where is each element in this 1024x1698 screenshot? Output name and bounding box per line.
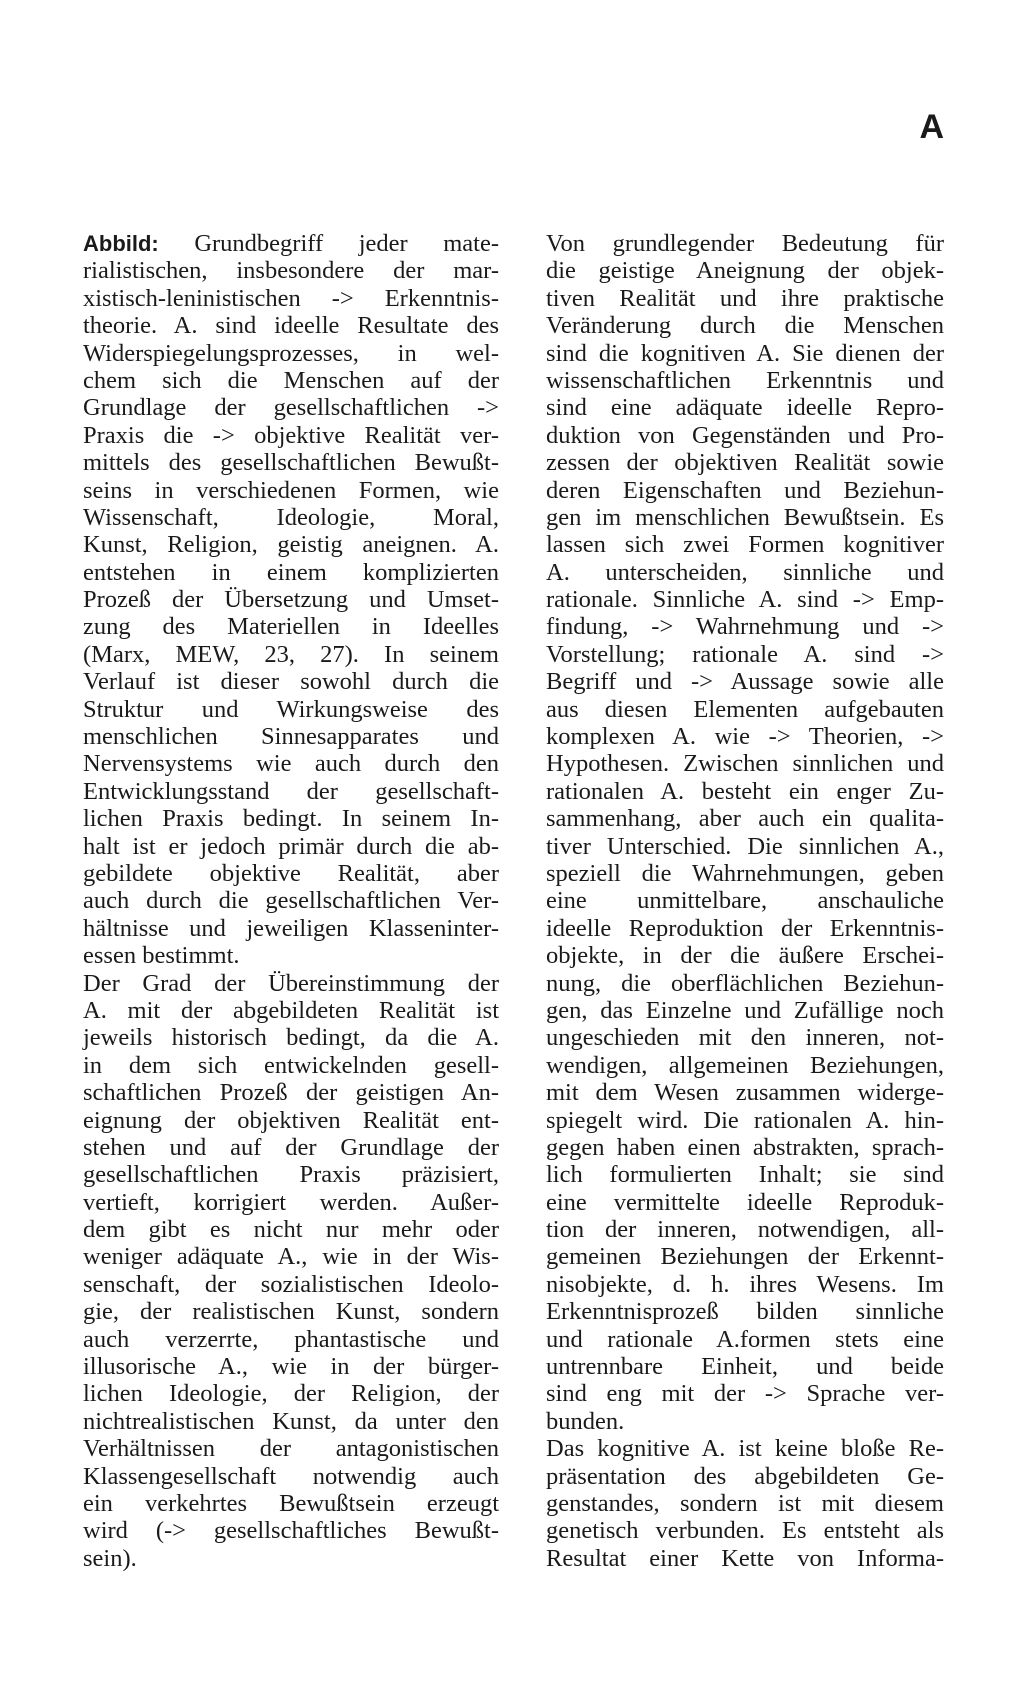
text-line: komplexen A. wie -> Theorien, -> <box>546 723 944 751</box>
text-line: objekte, in der die äußere Erschei- <box>546 942 944 970</box>
text-line: wissenschaftlichen Erkenntnis und <box>546 366 944 394</box>
text-line: theorie. A. sind ideelle Resultate des <box>83 312 499 340</box>
text-line: mit dem Wesen zusammen widerge- <box>546 1079 944 1107</box>
text-line: senschaft, der sozialistischen Ideolo- <box>83 1270 499 1298</box>
text-line: die geistige Aneignung der objek- <box>546 257 944 285</box>
text-line: Wissenschaft, Ideologie, Moral, <box>83 503 499 531</box>
text-line: auch verzerrte, phantastische und <box>83 1325 499 1353</box>
entry-keyword: Abbild: <box>83 231 159 256</box>
text-line: wendigen, allgemeinen Beziehungen, <box>546 1051 944 1079</box>
text-line: lassen sich zwei Formen kognitiver <box>546 531 944 559</box>
text-line: hältnisse und jeweiligen Klasseninter- <box>83 914 499 942</box>
text-line: stehen und auf der Grundlage der <box>83 1133 499 1161</box>
text-line: nichtrealistischen Kunst, da unter den <box>83 1407 499 1435</box>
text-line: Klassengesellschaft notwendig auch <box>83 1462 499 1490</box>
text-line: Verhältnissen der antagonistischen <box>83 1435 499 1463</box>
text-line: Abbild: Grundbegriff jeder mate- <box>83 230 499 257</box>
text-line: Widerspiegelungsprozesses, in wel- <box>83 339 499 367</box>
text-line: Kunst, Religion, geistig aneignen. A. <box>83 531 499 559</box>
text-line: Das kognitive A. ist keine bloße Re- <box>546 1435 944 1463</box>
text-line: lichen Ideologie, der Religion, der <box>83 1380 499 1408</box>
text-line: gemeinen Beziehungen der Erkennt- <box>546 1243 944 1271</box>
text-line: jeweils historisch bedingt, da die A. <box>83 1024 499 1052</box>
text-line: gegen haben einen abstrakten, sprach- <box>546 1133 944 1161</box>
text-line: deren Eigenschaften und Beziehun- <box>546 476 944 504</box>
text-line: sammenhang, aber auch ein qualita- <box>546 805 944 833</box>
text-line: eignung der objektiven Realität ent- <box>83 1106 499 1134</box>
text-line: gen im menschlichen Bewußtsein. Es <box>546 503 944 531</box>
text-line: mittels des gesellschaftlichen Bewußt- <box>83 449 499 477</box>
text-line: gie, der realistischen Kunst, sondern <box>83 1298 499 1326</box>
text-line: duktion von Gegenständen und Pro- <box>546 421 944 449</box>
text-line: Resultat einer Kette von Informa- <box>546 1544 944 1572</box>
text-line: zessen der objektiven Realität sowie <box>546 449 944 477</box>
text-line: gen, das Einzelne und Zufällige noch <box>546 996 944 1024</box>
text-line: Entwicklungsstand der gesellschaft- <box>83 777 499 805</box>
text-line: essen bestimmt. <box>83 942 240 970</box>
text-line: Grundlage der gesellschaftlichen -> <box>83 394 499 422</box>
text-line: sind die kognitiven A. Sie dienen der <box>546 339 944 367</box>
text-line: xistisch-leninistischen -> Erkenntnis- <box>83 284 499 312</box>
text-line: eine vermittelte ideelle Reproduk- <box>546 1188 944 1216</box>
text-line: auch durch die gesellschaftlichen Ver- <box>83 887 499 915</box>
right-column <box>546 230 944 1572</box>
text-line: rationalen A. besteht ein enger Zu- <box>546 777 944 805</box>
text-line: spiegelt wird. Die rationalen A. hin- <box>546 1106 944 1134</box>
text-line: speziell die Wahrnehmungen, geben <box>546 859 944 887</box>
text-line: präsentation des abgebildeten Ge- <box>546 1462 944 1490</box>
text-line: Von grundlegender Bedeutung für <box>546 230 944 257</box>
text-line: Erkenntnisprozeß bilden sinnliche <box>546 1298 944 1326</box>
text-line: Nervensystems wie auch durch den <box>83 750 499 778</box>
text-line: ungeschieden mit den inneren, not- <box>546 1024 944 1052</box>
text-line: Begriff und -> Aussage sowie alle <box>546 668 944 696</box>
text-line: wird (-> gesellschaftliches Bewußt- <box>83 1517 499 1545</box>
text-line: halt ist er jedoch primär durch die ab- <box>83 832 499 860</box>
text-line: genetisch verbunden. Es entsteht als <box>546 1517 944 1545</box>
text-line: eine unmittelbare, anschauliche <box>546 887 944 915</box>
text-line: gebildete objektive Realität, aber <box>83 859 499 887</box>
text-line: Verlauf ist dieser sowohl durch die <box>83 668 499 696</box>
text-line: weniger adäquate A., wie in der Wis- <box>83 1243 499 1271</box>
text-line: Praxis die -> objektive Realität ver- <box>83 421 499 449</box>
section-letter: A <box>919 108 944 146</box>
text-line: tiver Unterschied. Die sinnlichen A., <box>546 832 944 860</box>
text-line: rialistischen, insbesondere der mar- <box>83 257 499 285</box>
text-line: Prozeß der Übersetzung und Umset- <box>83 586 499 614</box>
text-line: Hypothesen. Zwischen sinnlichen und <box>546 750 944 778</box>
text-line: seins in verschiedenen Formen, wie <box>83 476 499 504</box>
text-line: zung des Materiellen in Ideelles <box>83 613 499 641</box>
text-line: schaftlichen Prozeß der geistigen An- <box>83 1079 499 1107</box>
text-line: sind eine adäquate ideelle Repro- <box>546 394 944 422</box>
text-line: Vorstellung; rationale A. sind -> <box>546 640 944 668</box>
text-line: menschlichen Sinnesapparates und <box>83 723 499 751</box>
text-line: dem gibt es nicht nur mehr oder <box>83 1216 499 1244</box>
text-line: bunden. <box>546 1407 625 1435</box>
left-column <box>83 230 499 1572</box>
text-line: ideelle Reproduktion der Erkenntnis- <box>546 914 944 942</box>
text-line: nisobjekte, d. h. ihres Wesens. Im <box>546 1270 944 1298</box>
text-line: vertieft, korrigiert werden. Außer- <box>83 1188 499 1216</box>
text-line: sein). <box>83 1544 137 1572</box>
text-line: rationale. Sinnliche A. sind -> Emp- <box>546 586 944 614</box>
text-line: Der Grad der Übereinstimmung der <box>83 969 499 997</box>
text-line: ein verkehrtes Bewußtsein erzeugt <box>83 1489 499 1517</box>
text-line: in dem sich entwickelnden gesell- <box>83 1051 499 1079</box>
text-line: lichen Praxis bedingt. In seinem In- <box>83 805 499 833</box>
text-line: chem sich die Menschen auf der <box>83 366 499 394</box>
text-line: untrennbare Einheit, und beide <box>546 1353 944 1381</box>
text-line: Veränderung durch die Menschen <box>546 312 944 340</box>
text-line: gesellschaftlichen Praxis präzisiert, <box>83 1161 499 1189</box>
text-line: entstehen in einem komplizierten <box>83 558 499 586</box>
text-line: illusorische A., wie in der bürger- <box>83 1353 499 1381</box>
text-line: A. unterscheiden, sinnliche und <box>546 558 944 586</box>
text-line: tion der inneren, notwendigen, all- <box>546 1216 944 1244</box>
text-line: nung, die oberflächlichen Beziehun- <box>546 969 944 997</box>
text-line: sind eng mit der -> Sprache ver- <box>546 1380 944 1408</box>
text-line: findung, -> Wahrnehmung und -> <box>546 613 944 641</box>
text-line: Struktur und Wirkungsweise des <box>83 695 499 723</box>
text-line: aus diesen Elementen aufgebauten <box>546 695 944 723</box>
text-line: genstandes, sondern ist mit diesem <box>546 1489 944 1517</box>
text-line: tiven Realität und ihre praktische <box>546 284 944 312</box>
text-line: (Marx, MEW, 23, 27). In seinem <box>83 640 499 668</box>
text-line: und rationale A.formen stets eine <box>546 1325 944 1353</box>
text-line: lich formulierten Inhalt; sie sind <box>546 1161 944 1189</box>
text-line: A. mit der abgebildeten Realität ist <box>83 996 499 1024</box>
